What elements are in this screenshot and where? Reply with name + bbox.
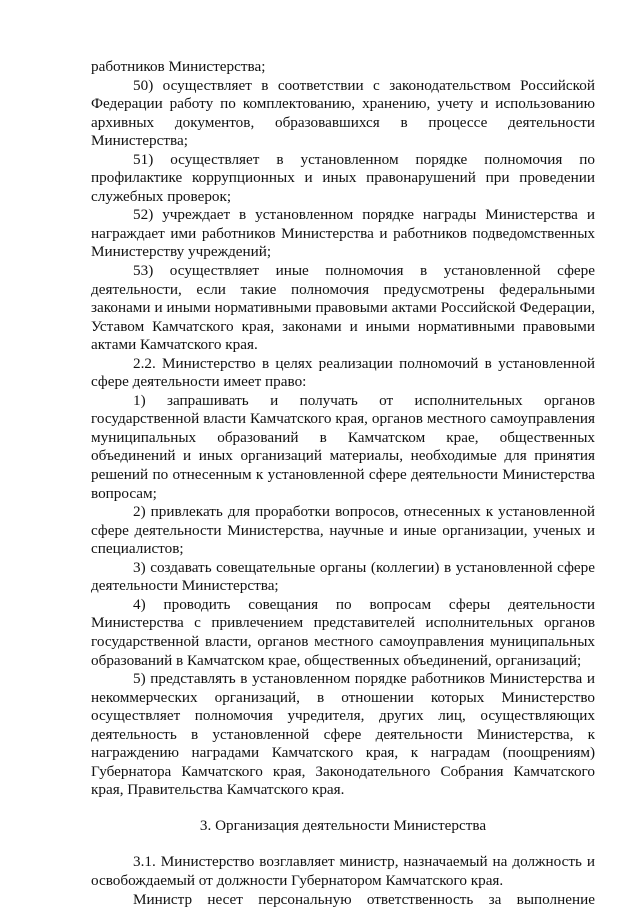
paragraph-clause-3-1: 3.1. Министерство возглавляет министр, назначаемый на должность и освобождаемый от должности Губернатором Камчатского края.: [91, 853, 595, 889]
paragraph-right-5: 5) представлять в установленном порядке работников Министерства и некоммерческих организаций, в отношении которых Министерство осуществляет полномочия учредителя, других лиц, осуществляющих деятельность в установленной сфере деятельности Министерства, к награждению наградами Камчатского края, к наградам (поощрениям) Губернатора Камчатского края, Законодательного Собрания Камчатского края, Правительства Камчатского края.: [91, 670, 595, 799]
paragraph-clause-2-2: 2.2. Министерство в целях реализации полномочий в установленной сфере деятельности имеет право:: [91, 354, 595, 391]
paragraph-right-3: 3) создавать совещательные органы (коллегии) в установленной сфере деятельности Министерства;: [91, 558, 595, 595]
section-heading: 3. Организация деятельности Министерства: [199, 816, 487, 834]
paragraph-item-51: 51) осуществляет в установленном порядке полномочия по профилактике коррупционных и иных правонарушений при проведении служебных проверок;: [91, 150, 595, 205]
paragraph-right-1: 1) запрашивать и получать от исполнительных органов государственной власти Камчатского края, органов местного самоуправления муниципальных образований в Камчатском крае, общественных объединений и иных организаций материалы, необходимые для принятия решений по отнесенным к установленной сфере деятельности Министерства вопросам;: [91, 391, 595, 502]
paragraph-continuation: работников Министерства;: [91, 58, 266, 75]
paragraph-item-50: 50) осуществляет в соответствии с законодательством Российской Федерации работу по комплектованию, хранению, учету и использованию архивных документов, образовавшихся в процессе деятельности Министерства;: [91, 76, 595, 150]
paragraph-minister-responsibility: Министр несет персональную ответственность за выполнение: [133, 890, 595, 908]
document-body: [91, 58, 595, 909]
paragraph-right-2: 2) привлекать для проработки вопросов, отнесенных к установленной сфере деятельности Министерства, научные и иные организации, ученых и специалистов;: [91, 503, 595, 558]
paragraph-right-4: 4) проводить совещания по вопросам сферы деятельности Министерства с привлечением представителей исполнительных органов государственной власти, органов местного самоуправления муниципальных образований в Камчатском крае, общественных объединений, организаций;: [91, 595, 595, 669]
paragraph-item-52: 52) учреждает в установленном порядке награды Министерства и награждает ими работников Министерства и работников подведомственных Министерству учреждений;: [91, 206, 595, 261]
paragraph-item-53: 53) осуществляет иные полномочия в установленной сфере деятельности, если такие полномочия предусмотрены федеральными законами и иными нормативными правовыми актами Российской Федерации, Уставом Камчатского края, законами и иными нормативными правовыми актами Камчатского края.: [91, 262, 595, 354]
